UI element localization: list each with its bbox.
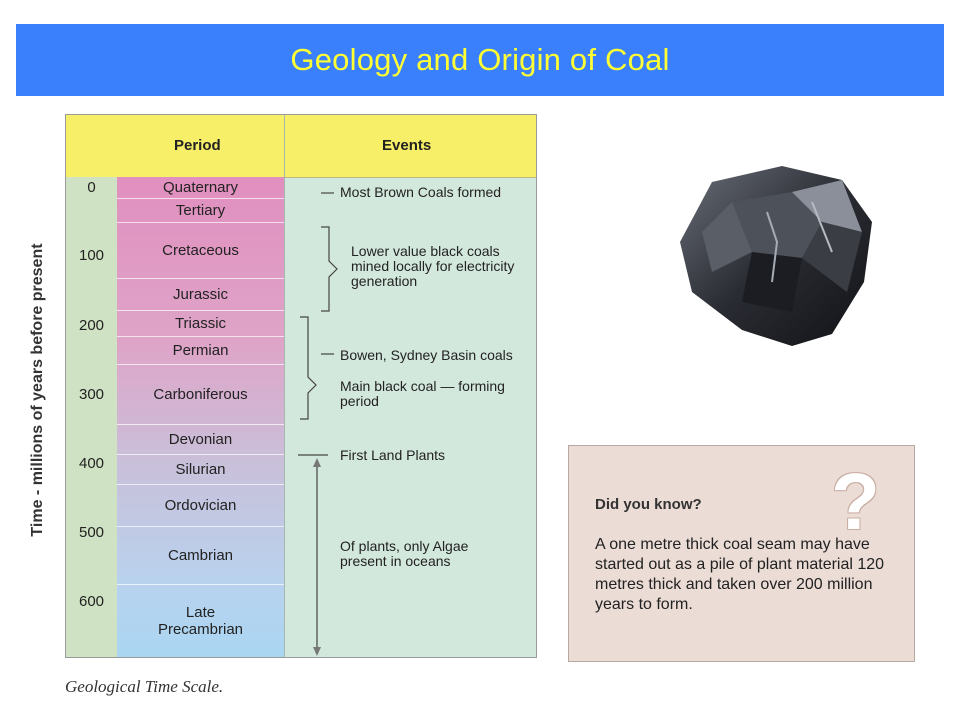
callout-body: A one metre thick coal seam may have started out as a pile of plant material 120 metres thick and taken over 200 million years to form. [595, 536, 885, 613]
event-main-black-coal: Main black coal — forming period [340, 378, 505, 409]
period-triassic: Triassic [117, 311, 284, 337]
arrow-head-up [313, 458, 321, 467]
period-silurian: Silurian [117, 455, 284, 485]
question-mark-icon: ? [831, 457, 880, 546]
event-only-algae: Of plants, only Algae present in oceans [340, 538, 469, 569]
callout-title: Did you know? [595, 496, 702, 513]
age-200: 200 [78, 317, 105, 334]
main-coal-bracket [300, 317, 316, 419]
events-header: Events [382, 137, 432, 154]
period-cambrian: Cambrian [117, 527, 284, 585]
time-axis-label: Time - millions of years before present [29, 243, 46, 537]
period-cretaceous: Cretaceous [117, 223, 284, 279]
period-jurassic: Jurassic [117, 279, 284, 311]
period-tertiary: Tertiary [117, 199, 284, 223]
age-500: 500 [78, 524, 105, 541]
event-first-land-plants: First Land Plants [340, 447, 446, 463]
lower-value-bracket [321, 227, 337, 311]
period-late-precambrian: Late Precambrian [157, 604, 244, 638]
period-carboniferous: Carboniferous [117, 365, 284, 425]
period-quaternary: Quaternary [117, 177, 284, 199]
arrow-head-down [313, 647, 321, 656]
table-caption: Geological Time Scale. [65, 677, 224, 696]
event-brown-coals: Most Brown Coals formed [340, 184, 502, 200]
period-permian: Permian [117, 337, 284, 365]
age-300: 300 [78, 386, 105, 403]
age-100: 100 [78, 247, 105, 264]
period-devonian: Devonian [117, 425, 284, 455]
period-header: Period [174, 137, 221, 154]
age-0: 0 [87, 179, 96, 196]
age-400: 400 [78, 455, 105, 472]
coal-lump-image [672, 162, 882, 352]
period-ordovician: Ordovician [117, 485, 284, 527]
title-banner [16, 24, 944, 96]
event-lower-value-coals: Lower value black coals mined locally for electricity generation [351, 243, 515, 289]
did-you-know-callout [568, 445, 915, 662]
slide-title: Geology and Origin of Coal [290, 42, 670, 77]
age-600: 600 [78, 593, 105, 610]
event-bowen-sydney: Bowen, Sydney Basin coals [340, 347, 513, 363]
geological-time-scale-table [65, 114, 537, 658]
